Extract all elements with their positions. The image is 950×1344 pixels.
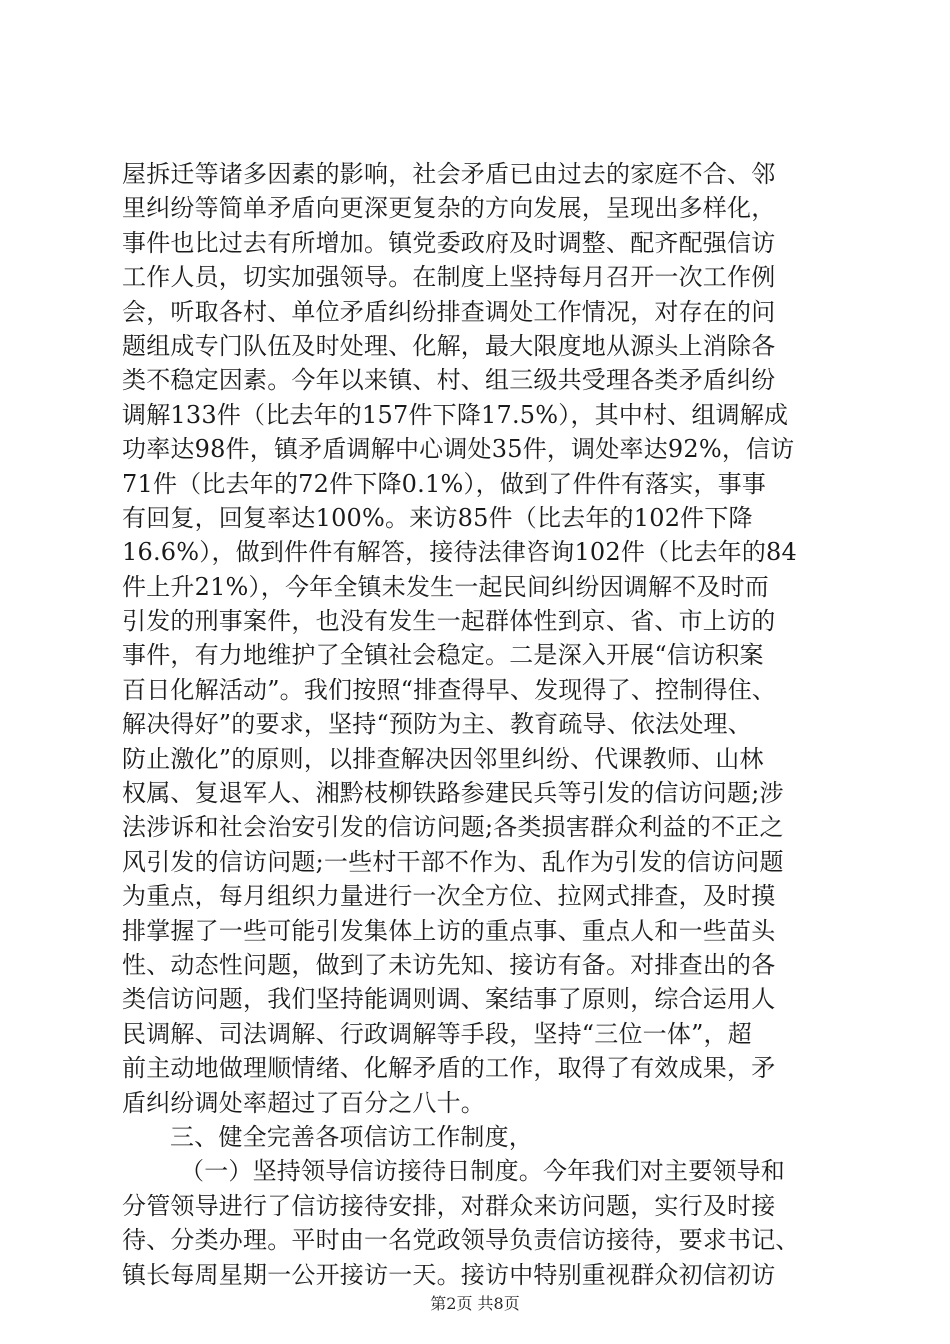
text-line: 类信访问题，我们坚持能调则调、案结事了原则，综合运用人 [122, 985, 776, 1014]
text-line: 排掌握了一些可能引发集体上访的重点事、重点人和一些苗头 [122, 916, 776, 945]
page-number: 第2页 共8页 [430, 1294, 520, 1313]
text-line: 为重点，每月组织力量进行一次全方位、拉网式排查，及时摸 [122, 882, 776, 911]
text-line: 事件，有力地维护了全镇社会稳定。二是深入开展“信访积案 [122, 641, 764, 670]
text-line: 件上升21%），今年全镇未发生一起民间纠纷因调解不及时而 [122, 572, 769, 601]
text-line: 风引发的信访问题;一些村干部不作为、乱作为引发的信访问题 [122, 847, 784, 876]
page-footer [0, 1294, 950, 1314]
subsection-heading-line: （一）坚持领导信访接待日制度。今年我们对主要领导和 [180, 1157, 785, 1186]
text-line: 有回复，回复率达100%。来访85件（比去年的102件下降 [122, 503, 753, 532]
text-line: 题组成专门队伍及时处理、化解，最大限度地从源头上消除各 [122, 331, 776, 360]
text-line: 民调解、司法调解、行政调解等手段，坚持“三位一体”，超 [122, 1019, 752, 1048]
text-line: 会，听取各村、单位矛盾纠纷排查调处工作情况，对存在的问 [122, 297, 776, 326]
text-line: 防止激化”的原则，以排查解决因邻里纠纷、代课教师、山林 [122, 744, 764, 773]
section-heading: 三、健全完善各项信访工作制度， [170, 1122, 533, 1151]
text-line: 权属、复退军人、湘黔枝柳铁路参建民兵等引发的信访问题;涉 [122, 779, 784, 808]
text-line: 引发的刑事案件，也没有发生一起群体性到京、省、市上访的 [122, 607, 776, 636]
text-line: 事件也比过去有所增加。镇党委政府及时调整、配齐配强信访 [122, 228, 776, 257]
text-line: 类不稳定因素。今年以来镇、村、组三级共受理各类矛盾纠纷 [122, 366, 776, 395]
text-line: 法涉诉和社会治安引发的信访问题;各类损害群众利益的不正之 [122, 813, 784, 842]
text-line: 16.6%），做到件件有解答，接待法律咨询102件（比去年的84 [122, 538, 797, 567]
text-line: 分管领导进行了信访接待安排，对群众来访问题，实行及时接 [122, 1191, 776, 1220]
body-text [122, 157, 842, 1292]
text-line: 工作人员，切实加强领导。在制度上坚持每月召开一次工作例 [122, 263, 776, 292]
text-line: 71件（比去年的72件下降0.1%），做到了件件有落实，事事 [122, 469, 767, 498]
text-line: 盾纠纷调处率超过了百分之八十。 [122, 1088, 485, 1117]
text-line: 性、动态性问题，做到了未访先知、接访有备。对排查出的各 [122, 950, 776, 979]
text-line: 功率达98件，镇矛盾调解中心调处35件，调处率达92%，信访 [122, 435, 795, 464]
text-line: 百日化解活动”。我们按照“排查得早、发现得了、控制得住、 [122, 675, 777, 704]
text-line: 调解133件（比去年的157件下降17.5%），其中村、组调解成 [122, 400, 789, 429]
text-line: 屋拆迁等诸多因素的影响，社会矛盾已由过去的家庭不合、邻 [122, 160, 776, 188]
text-line: 前主动地做理顺情绪、化解矛盾的工作，取得了有效成果，矛 [122, 1054, 776, 1083]
text-line: 镇长每周星期一公开接访一天。接访中特别重视群众初信初访 [122, 1260, 776, 1289]
text-line: 待、分类办理。平时由一名党政领导负责信访接待，要求书记、 [122, 1226, 800, 1255]
text-line: 里纠纷等简单矛盾向更深更复杂的方向发展，呈现出多样化， [122, 194, 776, 223]
text-line: 解决得好”的要求，坚持“预防为主、教育疏导、依法处理、 [122, 710, 752, 739]
